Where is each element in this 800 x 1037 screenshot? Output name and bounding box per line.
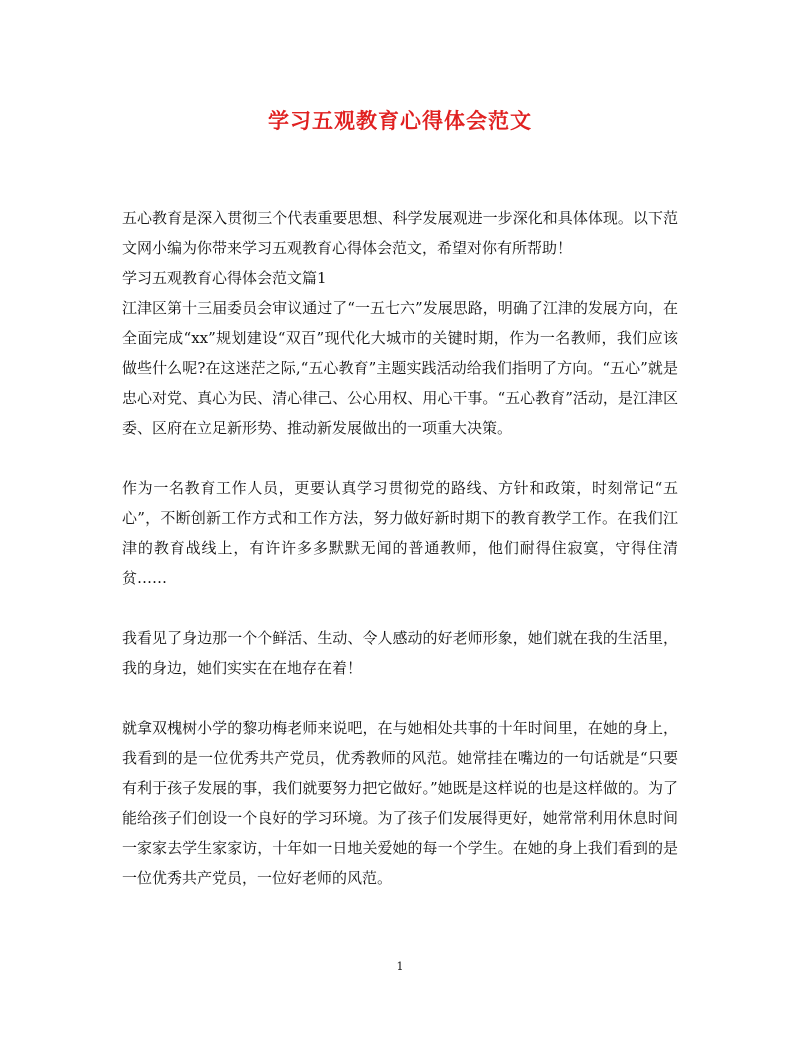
paragraph-gap (122, 443, 678, 473)
body-paragraph-2: 作为一名教育工作人员，更要认真学习贯彻党的路线、方针和政策，时刻常记“五心”，不断创新工作方式和工作方法，努力做好新时期下的教育教学工作。在我们江津的教育战线上，有许许多多默默无闻的普通教师，他们耐得住寂寞，守得住清贫…… (122, 479, 678, 587)
intro-paragraph: 五心教育是深入贯彻三个代表重要思想、科学发展观进一步深化和具体体现。以下范文网小编为你带来学习五观教育心得体会范文，希望对你有所帮助！ (122, 209, 678, 257)
document-body (122, 203, 678, 893)
body-paragraph-1: 江津区第十三届委员会审议通过了“一五七六”发展思路，明确了江津的发展方向，在全面完成“xx”规划建设“双百”现代化大城市的关键时期，作为一名教师，我们应该做些什么呢?在这迷茫之际,“五心教育”主题实践活动给我们指明了方向。“五心”就是忠心对党、真心为民、清心律己、公心用权、用心干事。“五心教育”活动，是江津区委、区府在立足新形势、推动新发展做出的一项重大决策。 (122, 299, 678, 437)
paragraph-gap (122, 593, 678, 623)
paragraph-gap (122, 683, 678, 713)
section-heading: 学习五观教育心得体会范文篇1 (122, 269, 327, 287)
body-paragraph-4: 就拿双槐树小学的黎功梅老师来说吧，在与她相处共事的十年时间里，在她的身上，我看到的是一位优秀共产党员，优秀教师的风范。她常挂在嘴边的一句话就是“只要有利于孩子发展的事，我们就要努力把它做好。”她既是这样说的也是这样做的。为了能给孩子们创设一个良好的学习环境。为了孩子们发展得更好，她常常利用休息时间一家家去学生家家访，十年如一日地关爱她的每一个学生。在她的身上我们看到的是一位优秀共产党员，一位好老师的风范。 (122, 719, 678, 887)
body-paragraph-3: 我看见了身边那一个个鲜活、生动、令人感动的好老师形象，她们就在我的生活里，我的身边，她们实实在在地存在着！ (122, 629, 678, 677)
page-number: 1 (396, 960, 404, 973)
document-title: 学习五观教育心得体会范文 (268, 108, 532, 133)
